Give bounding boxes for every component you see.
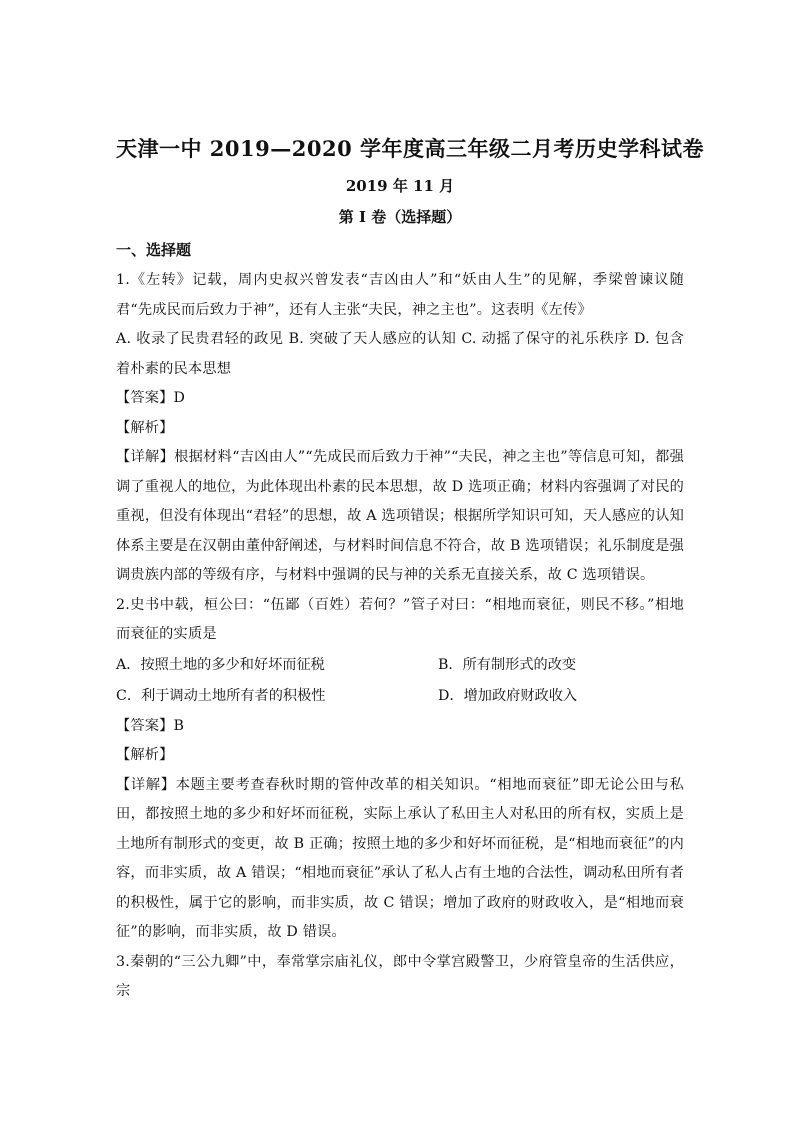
exam-date: 2019 年 11 月 <box>345 177 455 195</box>
question-2-stem: 2.史书中载，桓公曰：“伍鄙（百姓）若何？”管子对曰：“相地而衰征，则民不移。”相地而衰征的实质是 <box>116 596 684 642</box>
exam-title: 天津一中 2019—2020 学年度高三年级二月考历史学科试卷 <box>116 136 705 161</box>
question-1-stem: 1.《左转》记载，周内史叔兴曾发表“吉凶由人”和“妖由人生”的见解，季梁曾谏议随君“先成民而后致力于神”，还有人主张“夫民，神之主也”。这表明《左传》 <box>116 272 684 318</box>
question-2-option-a: A．按照土地的多少和好坏而征税 <box>116 656 325 673</box>
question-2-options-row-1 <box>116 650 684 681</box>
question-2-answer: 【答案】B <box>116 717 185 734</box>
question-3-stem: 3.秦朝的“三公九卿”中，奉常掌宗庙礼仪，郎中令掌宫殿警卫，少府管皇帝的生活供应，宗 <box>116 953 684 999</box>
question-1-analysis-label: 【解析】 <box>116 419 174 436</box>
question-2-options-row-2 <box>116 681 684 712</box>
question-2-option-b: B．所有制形式的改变 <box>438 656 577 673</box>
question-1-detail: 【详解】根据材料“吉凶由人”“先成民而后致力于神”“夫民，神之主也”等信息可知，都强调了重视人的地位，为此体现出朴素的民本思想，故 D 选项正确；材料内容强调了对民的重视，但没有体现出“君轻”的思想，故 A 选项错误；根据所学知识可知，天人感应的认知体系主要是在汉朝由董仲舒阐述，与材料时间信息不符合，故 B 选项错误；礼乐制度是强调贵族内部的等级有序，与材料中强调的民与神的关系无直接关系，故 C 选项错误。 <box>116 449 684 583</box>
question-1-options: A. 收录了民贵君轻的政见 B. 突破了天人感应的认知 C. 动摇了保守的礼乐秩序 D. 包含着朴素的民本思想 <box>116 331 684 377</box>
question-1-answer: 【答案】D <box>116 390 186 406</box>
question-2-analysis-label: 【解析】 <box>116 747 174 763</box>
page-content <box>116 133 705 1007</box>
section-heading: 一、选择题 <box>116 241 192 259</box>
question-2-option-c: C．利于调动土地所有者的积极性 <box>116 687 326 704</box>
question-2-option-d: D．增加政府财政收入 <box>438 687 578 704</box>
volume-heading: 第 I 卷（选择题） <box>338 208 462 226</box>
question-2-detail: 【详解】本题主要考查春秋时期的管仲改革的相关知识。“相地而衰征”即无论公田与私田，都按照土地的多少和好坏而征税，实际上承认了私田主人对私田的所有权，实质上是土地所有制形式的变更，故 B 正确；按照土地的多少和好坏而征税，是“相地而衰征”的内容，而非实质，故 A 错误；“相地而衰征”承认了私人占有土地的合法性，调动私田所有者的积极性，属于它的影响，而非实质，故 C 错误；增加了政府的财政收入，是“相地而衰征”的影响，而非实质，故 D 错误。 <box>116 776 684 940</box>
